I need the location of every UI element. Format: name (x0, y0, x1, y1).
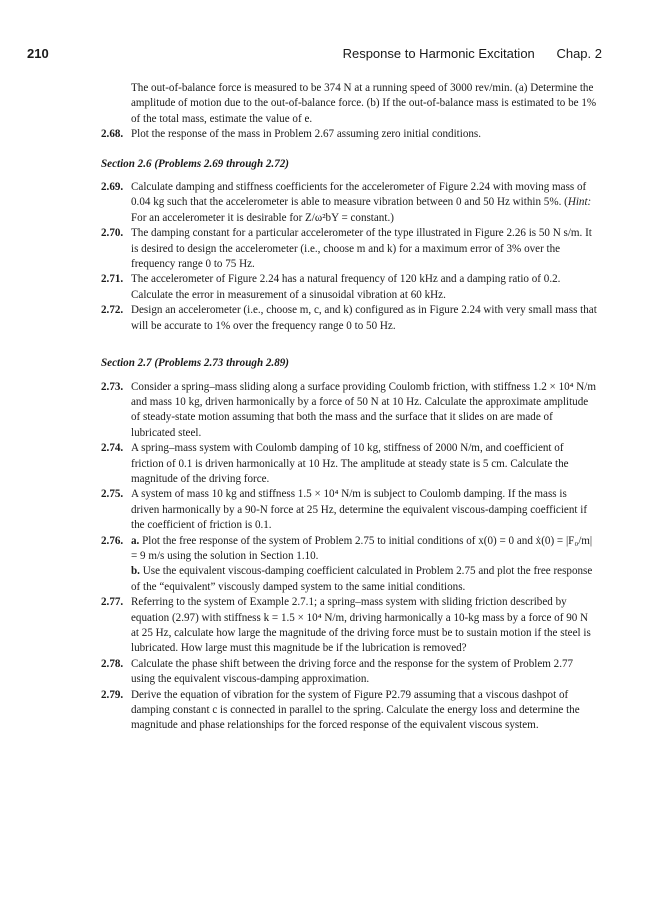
part-a-label: a. (131, 534, 140, 547)
problem-text: Design an accelerometer (i.e., choose m, c, and k) configured as in Figure 2.24 with very small mass that will be accurate to 1% over the frequency range 0 to 50 Hz. (131, 304, 597, 332)
problem-2-71 (101, 272, 597, 303)
chapter-label: Chap. 2 (556, 46, 602, 61)
part-b-label: b. (131, 565, 140, 578)
problem-number: 2.72. (101, 304, 124, 317)
page-number: 210 (27, 46, 49, 61)
problem-number: 2.74. (101, 442, 124, 455)
problem-number: 2.68. (101, 128, 124, 141)
problem-number: 2.75. (101, 488, 124, 501)
problem-number: 2.71. (101, 273, 124, 286)
page-body (101, 81, 597, 734)
problem-text: A spring–mass system with Coulomb damping of 10 kg, stiffness of 2000 N/m, and coefficient of friction of 0.1 is driven harmonically at 10 Hz. The amplitude at steady state is 5 cm. Calculate the magnitude of the driving force. (131, 442, 569, 485)
problem-text: Derive the equation of vibration for the system of Figure P2.79 assuming that a viscous dashpot of damping constant c is connected in parallel to the spring. Calculate the energy loss and determine the magnitude and phase relationships for the forced response of the equivalent viscous system. (131, 688, 580, 732)
problem-text: Plot the response of the mass in Problem 2.67 assuming zero initial conditions. (131, 128, 482, 141)
section-heading-2-6: Section 2.6 (Problems 2.69 through 2.72) (101, 157, 289, 170)
problem-number: 2.73. (101, 380, 124, 393)
problem-text: The damping constant for a particular accelerometer of the type illustrated in Figure 2.26 is 50 N s/m. It is desired to design the accelerometer (i.e., choose m and k) for a maximum error of 3% over the frequency range 0 to 75 Hz. (131, 227, 592, 271)
part-b-text: Use the equivalent viscous-damping coefficient calculated in Problem 2.75 and plot the free response of the “equivalent” viscously damped system to the same initial conditions. (131, 565, 593, 593)
running-header (27, 46, 602, 62)
part-a-text: Plot the free response of the system of Problem 2.75 to initial conditions of x(0) = 0 and ẋ(0) = |F₀/m| = 9 m/s using the solution in Section 1.10. (131, 534, 593, 562)
problem-2-73 (101, 380, 597, 442)
problem-number: 2.70. (101, 227, 124, 240)
problem-text: Consider a spring–mass sliding along a surface providing Coulomb friction, with stiffness 1.2 × 10⁴ N/m and mass 10 kg, driven harmonically by a force of 50 N at 10 Hz. Calculate the approximate amplitude of steady-state motion assuming that both the mass and the surface that it slides on are made of lubricated steel. (131, 380, 597, 439)
problem-2-68 (101, 127, 597, 142)
problem-text: A system of mass 10 kg and stiffness 1.5 × 10⁴ N/m is subject to Coulomb damping. If the mass is driven harmonically by a 90-N force at 25 Hz, determine the equivalent viscous-damping coefficient if the coefficient of friction is 0.1. (131, 488, 588, 532)
problem-number: 2.76. (101, 534, 124, 547)
problem-number: 2.69. (101, 181, 124, 194)
problem-2-79 (101, 688, 597, 734)
problem-2-69 (101, 180, 597, 226)
problem-2-76 (101, 534, 597, 596)
problem-number: 2.77. (101, 596, 124, 609)
problem-text: Calculate damping and stiffness coefficients for the accelerometer of Figure 2.24 with moving mass of 0.04 kg such that the accelerometer is able to measure vibration between 0 and 50 Hz within 5%. ( (131, 181, 587, 209)
problem-2-74 (101, 441, 597, 487)
problem-2-75 (101, 487, 597, 533)
problem-2-77 (101, 595, 597, 657)
problem-2-78 (101, 657, 597, 688)
problem-number: 2.78. (101, 657, 124, 670)
problem-text: Calculate the phase shift between the driving force and the response for the system of Problem 2.77 using the equivalent viscous-damping approximation. (131, 657, 574, 686)
carryover-paragraph: The out-of-balance force is measured to be 374 N at a running speed of 3000 rev/min. (a) Determine the amplitude of motion due to the out-of-balance force. (b) If the out-of-balance mass is estimated to be 1% of the total mass, estimate the value of e. (131, 82, 597, 125)
section-heading-2-7: Section 2.7 (Problems 2.73 through 2.89) (101, 357, 289, 370)
problem-text: Referring to the system of Example 2.7.1; a spring–mass system with sliding friction described by equation (2.97) with stiffness k = 1.5 × 10⁴ N/m, driving harmonically a 10-kg mass by a force of 90 N at 25 Hz, calculate how large the magnitude of the driving force must be to sustain motion if the steel is lubricated. How large must this magnitude be if the lubrication is removed? (131, 596, 591, 655)
hint-label: Hint: (567, 196, 592, 209)
problem-text-continued: For an accelerometer it is desirable for Z/ω²bY = constant.) (131, 211, 394, 224)
problem-2-70 (101, 226, 597, 272)
running-title-block (343, 46, 602, 61)
problem-2-72 (101, 303, 597, 334)
problem-text: The accelerometer of Figure 2.24 has a natural frequency of 120 kHz and a damping ratio of 0.2. Calculate the error in measurement of a sinusoidal vibration at 60 kHz. (131, 273, 561, 301)
running-title: Response to Harmonic Excitation (342, 46, 535, 61)
problem-number: 2.79. (101, 688, 124, 701)
